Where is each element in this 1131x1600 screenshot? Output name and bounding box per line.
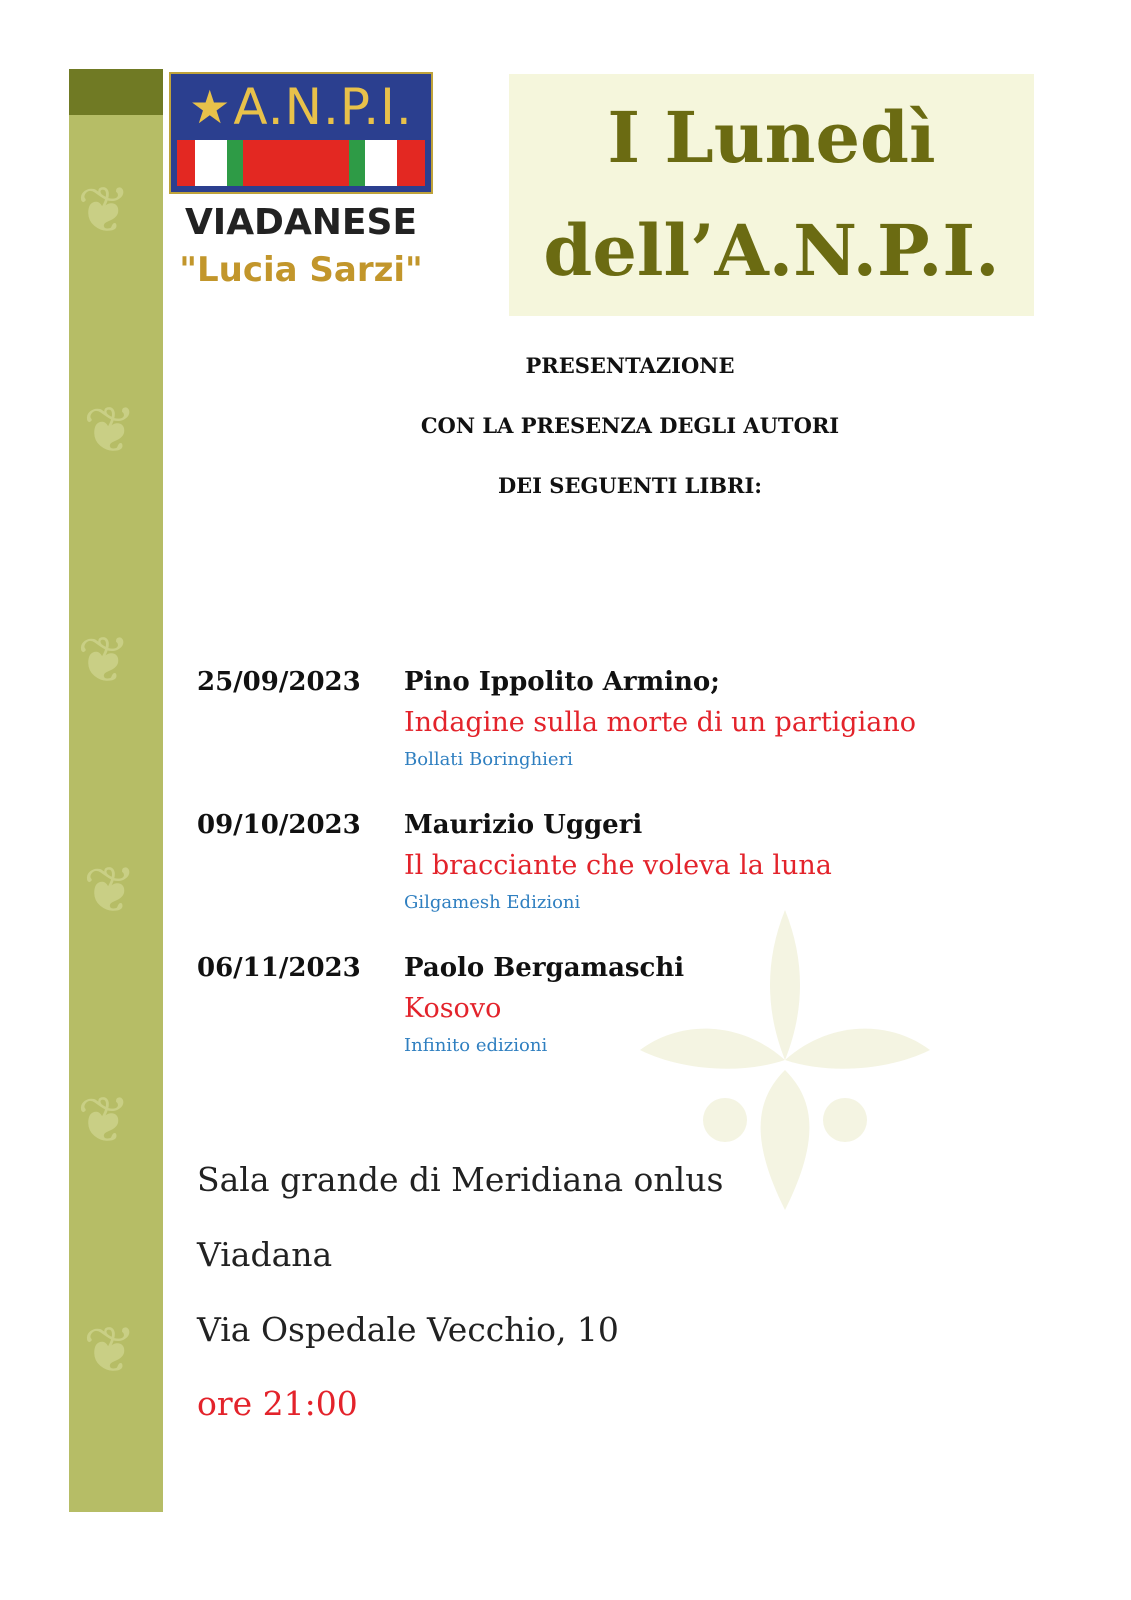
event-time: ore 21:00 [197, 1384, 358, 1423]
event-author: Pino Ippolito Armino; [404, 667, 720, 697]
logo-section-name: VIADANESE [184, 202, 418, 243]
italian-flag-icon [349, 140, 397, 186]
leaf-ornament-icon: ❦ [83, 394, 137, 468]
logo-flags [177, 140, 425, 186]
logo-acronym-text: A.N.P.I. [233, 78, 413, 136]
venue-city: Viadana [197, 1235, 333, 1274]
logo-acronym [171, 74, 431, 140]
event-book-title: Il bracciante che voleva la luna [404, 850, 832, 881]
logo-dedication: "Lucia Sarzi" [179, 250, 423, 290]
side-decorative-band [69, 69, 163, 1512]
intro-line-3: DEI SEGUENTI LIBRI: [497, 473, 763, 498]
intro-line-2: CON LA PRESENZA DEGLI AUTORI [420, 413, 840, 438]
title-box [509, 74, 1034, 316]
event-book-title: Kosovo [404, 993, 502, 1024]
leaf-ornament-icon: ❦ [77, 174, 131, 248]
event-date: 06/11/2023 [197, 953, 361, 983]
event-author: Paolo Bergamaschi [404, 953, 685, 983]
intro-line-1: PRESENTAZIONE [525, 353, 735, 378]
event-date: 09/10/2023 [197, 810, 361, 840]
band-top-strip [69, 69, 163, 115]
event-book-title: Indagine sulla morte di un partigiano [404, 707, 916, 738]
event-author: Maurizio Uggeri [404, 810, 643, 840]
venue-address: Via Ospedale Vecchio, 10 [197, 1310, 619, 1349]
venue-place: Sala grande di Meridiana onlus [197, 1160, 724, 1199]
title-line-2: dell’A.N.P.I. [543, 209, 1000, 292]
italian-flag-icon [195, 140, 243, 186]
leaf-ornament-icon: ❦ [77, 624, 131, 698]
star-icon: ★ [189, 80, 232, 134]
anpi-logo [169, 72, 433, 194]
event-publisher: Gilgamesh Edizioni [404, 892, 581, 913]
leaf-ornament-icon: ❦ [83, 1314, 137, 1388]
title-line-1: I Lunedì [607, 96, 936, 179]
event-publisher: Infinito edizioni [404, 1035, 548, 1056]
leaf-ornament-icon: ❦ [77, 1084, 131, 1158]
event-publisher: Bollati Boringhieri [404, 749, 573, 770]
leaf-ornament-icon: ❦ [83, 854, 137, 928]
event-date: 25/09/2023 [197, 667, 361, 697]
